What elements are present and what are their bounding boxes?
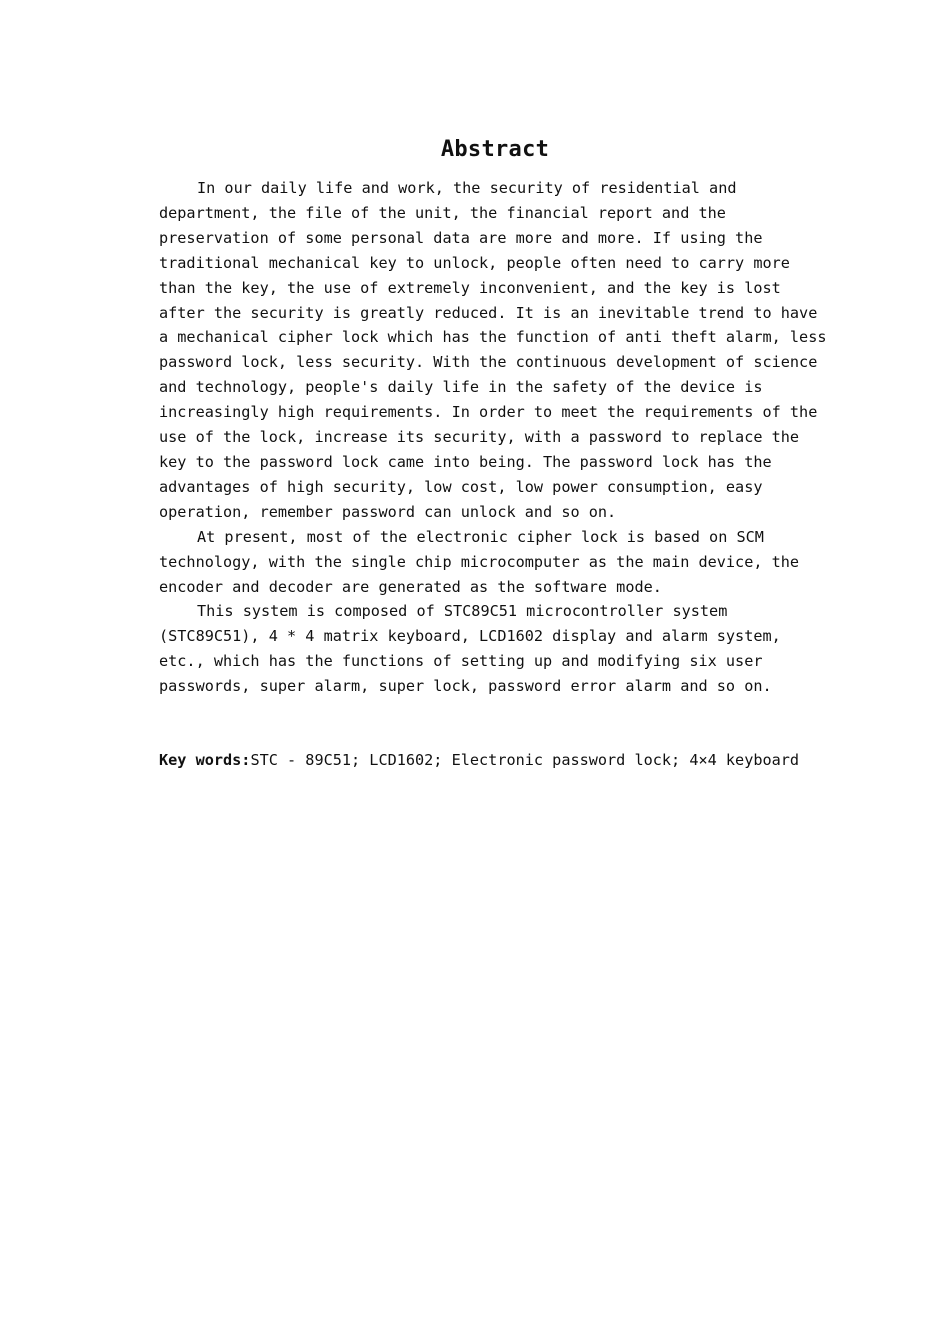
keywords-line: [159, 748, 831, 773]
abstract-body: [159, 176, 831, 699]
keywords-text: STC - 89C51; LCD1602; Electronic password lock; 4×4 keyboard: [250, 751, 800, 769]
abstract-paragraph-1: In our daily life and work, the security of residential and department, the file of the unit, the financial report and the preservation of some personal data are more and more. If using the traditional mechanical key to unlock, people often need to carry more than the key, the use of extremely inconvenient, and the key is lost after the security is greatly reduced. It is an inevitable trend to have a mechanical cipher lock which has the function of anti theft alarm, less password lock, less security. With the continuous development of science and technology, people's daily life in the safety of the device is increasingly high requirements. In order to meet the requirements of the use of the lock, increase its security, with a password to replace the key to the password lock came into being. The password lock has the advantages of high security, low cost, low power consumption, easy operation, remember password can unlock and so on.: [159, 179, 827, 521]
keywords-label: Key words:: [159, 751, 251, 769]
abstract-paragraph-2: At present, most of the electronic cipher lock is based on SCM technology, with the single chip microcomputer as the main device, the encoder and decoder are generated as the software mode.: [159, 527, 800, 596]
abstract-title: Abstract: [440, 137, 550, 162]
abstract-paragraph-3: This system is composed of STC89C51 microcontroller system (STC89C51), 4 * 4 matrix keyboard, LCD1602 display and alarm system, etc., which has the functions of setting up and modifying six user passwords, super alarm, super lock, password error alarm and so on.: [159, 602, 781, 696]
